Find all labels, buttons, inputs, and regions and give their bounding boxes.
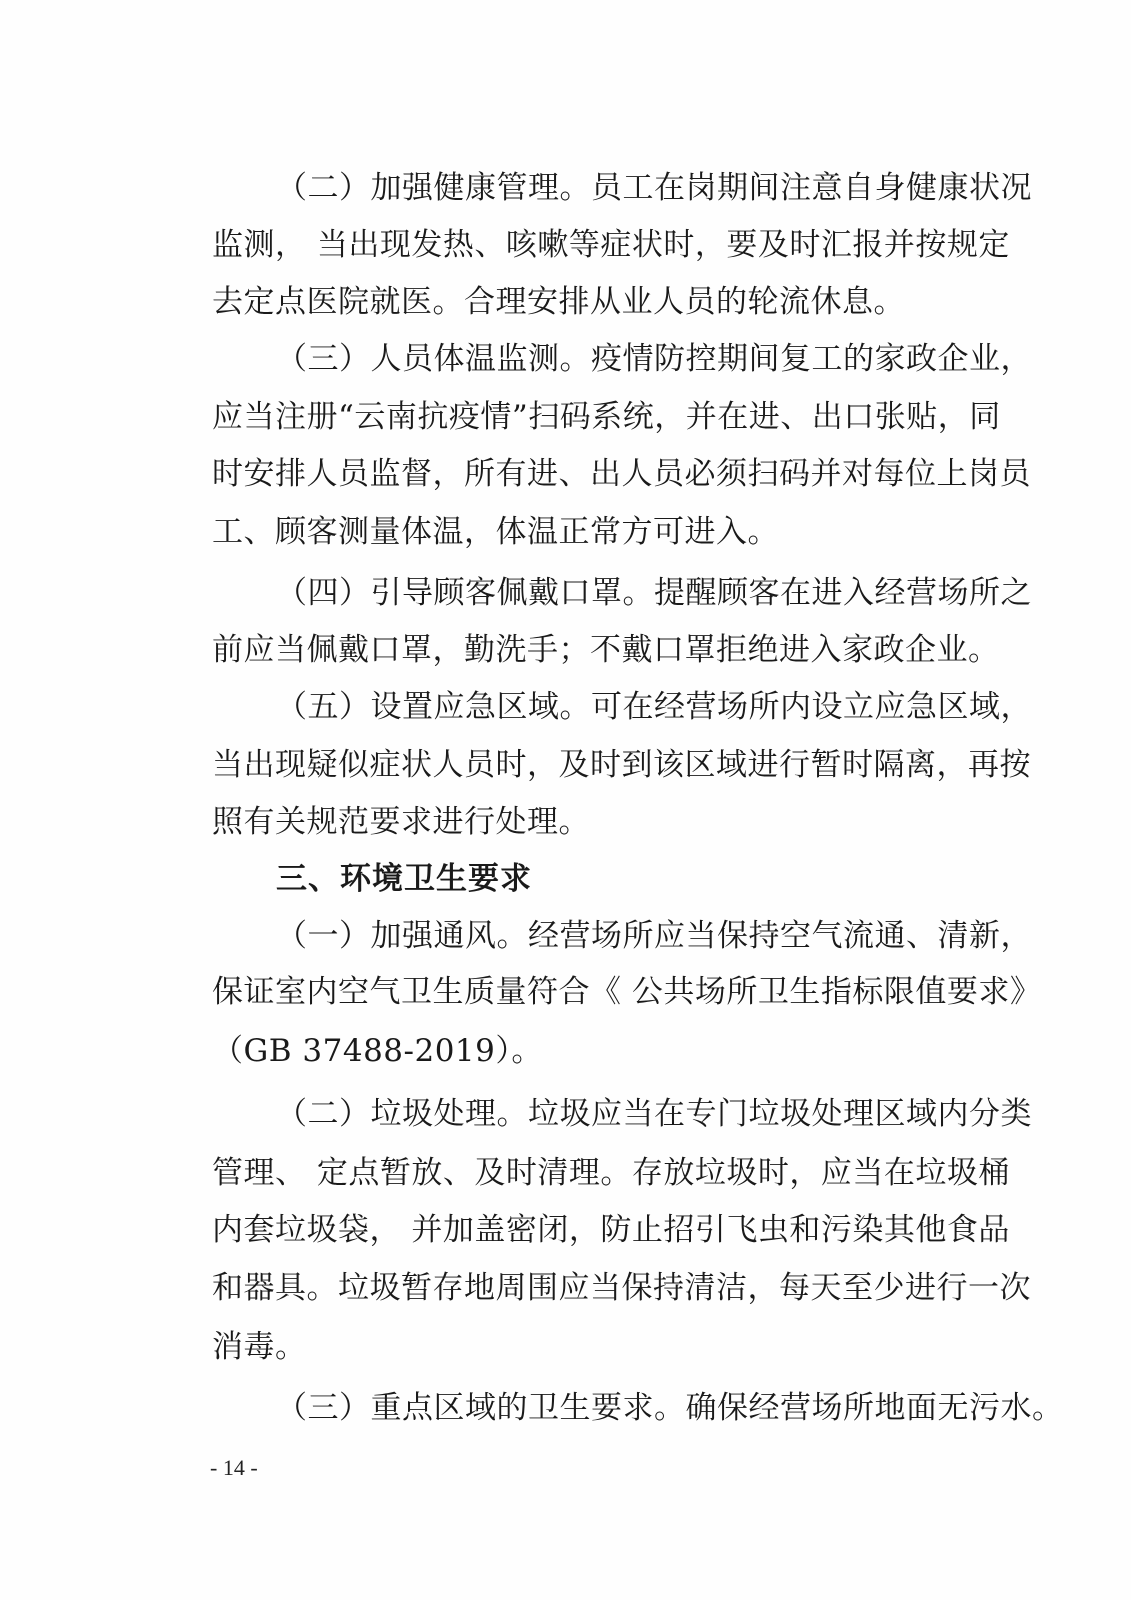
text-line: 消毒。 [212,1329,307,1365]
text-line: （GB 37488-2019）。 [212,1033,543,1069]
text-line: 去定点医院就医。合理安排从业人员的轮流休息。 [212,284,905,320]
text-line: 时安排人员监督，所有进、出人员必须扫码并对每位上岗员 [212,456,1031,492]
text-line: 和器具。垃圾暂存地周围应当保持清洁，每天至少进行一次 [212,1270,1031,1306]
text-line: （三）重点区域的卫生要求。确保经营场所地面无污水。 [276,1390,1064,1426]
text-line: （二）垃圾处理。垃圾应当在专门垃圾处理区域内分类 [276,1096,1032,1132]
text-line: （四）引导顾客佩戴口罩。提醒顾客在进入经营场所之 [276,575,1032,611]
text-line: 内套垃圾袋， 并加盖密闭，防止招引飞虫和污染其他食品 [212,1212,1010,1248]
text-line: 当出现疑似症状人员时，及时到该区域进行暂时隔离，再按 [212,747,1031,783]
text-line: 工、顾客测量体温，体温正常方可进入。 [212,514,779,550]
text-line: （五）设置应急区域。可在经营场所内设立应急区域， [276,689,1032,725]
page-number: - 14 - [210,1455,258,1480]
text-line: 应当注册“云南抗疫情”扫码系统，并在进、出口张贴，同 [212,399,1001,435]
text-line: （二）加强健康管理。员工在岗期间注意自身健康状况 [276,170,1032,206]
text-line: 前应当佩戴口罩，勤洗手；不戴口罩拒绝进入家政企业。 [212,632,1000,668]
text-line: （一）加强通风。经营场所应当保持空气流通、清新， [276,918,1032,954]
section-heading: 三、环境卫生要求 [276,861,532,897]
text-line: 管理、 定点暂放、及时清理。存放垃圾时，应当在垃圾桶 [212,1155,1010,1191]
text-line: 照有关规范要求进行处理。 [212,804,590,840]
text-line: （三）人员体温监测。疫情防控期间复工的家政企业， [276,341,1032,377]
text-line: 监测， 当出现发热、咳嗽等症状时，要及时汇报并按规定 [212,227,1010,263]
text-line: 保证室内空气卫生质量符合《 公共场所卫生指标限值要求》 [212,974,1042,1010]
